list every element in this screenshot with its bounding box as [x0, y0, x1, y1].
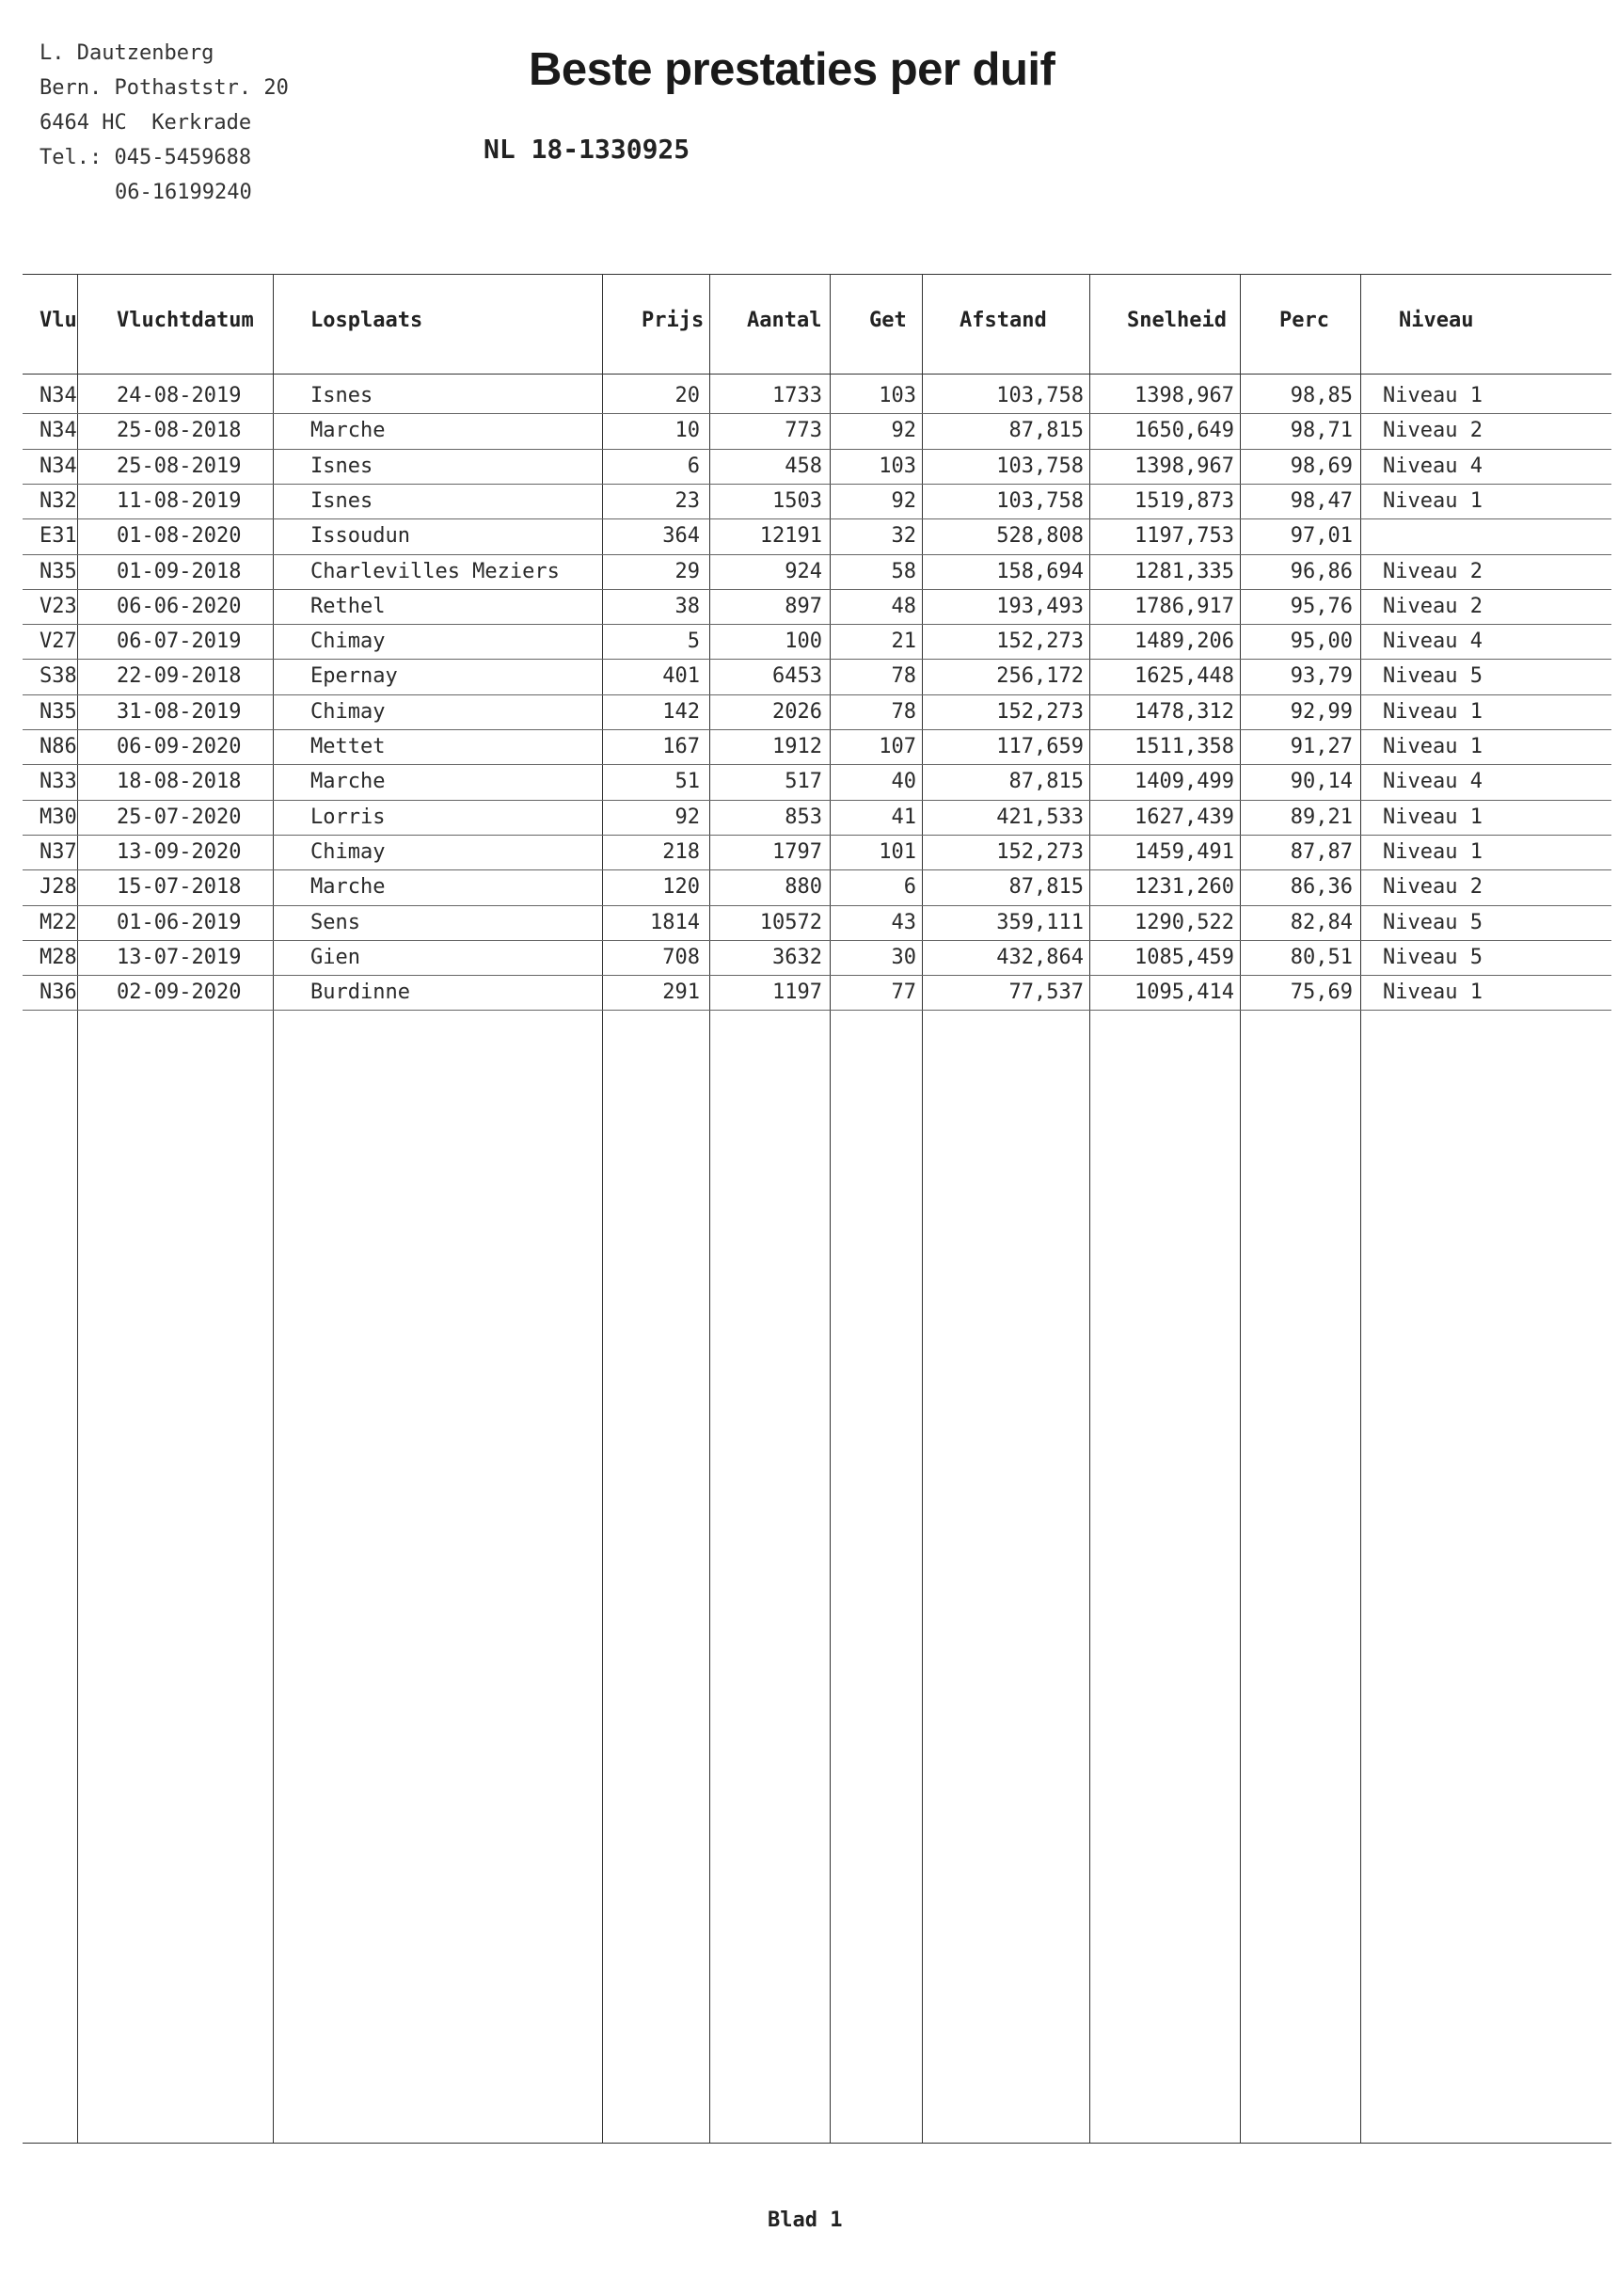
cell-perc: 95,00: [1290, 630, 1353, 654]
cell-snelheid: 1478,312: [1134, 699, 1234, 724]
cell-prijs: 120: [662, 875, 700, 900]
cell-niveau: Niveau 1: [1383, 488, 1483, 513]
cell-vlu: N33: [40, 770, 77, 794]
cell-aantal: 100: [785, 630, 822, 654]
cell-niveau: Niveau 5: [1383, 945, 1483, 969]
cell-get: 21: [891, 630, 916, 654]
cell-prijs: 5: [687, 630, 700, 654]
cell-vlu: S38: [40, 664, 77, 689]
cell-aantal: 773: [785, 419, 822, 443]
cell-get: 103: [879, 454, 916, 478]
cell-vluchtdatum: 06-09-2020: [117, 735, 242, 758]
cell-aantal: 880: [785, 875, 822, 900]
cell-vlu: M22: [40, 910, 77, 934]
cell-losplaats: Isnes: [310, 488, 373, 513]
cell-vluchtdatum: 18-08-2018: [117, 770, 242, 794]
cell-losplaats: Rethel: [310, 594, 386, 618]
column-header-snelheid: Snelheid: [1127, 309, 1227, 332]
cell-vlu: N35: [40, 699, 77, 724]
sender-phone: Tel.: 045-5459688: [40, 146, 252, 169]
cell-get: 30: [891, 945, 916, 969]
cell-snelheid: 1231,260: [1134, 875, 1234, 900]
cell-losplaats: Chimay: [310, 839, 386, 864]
cell-losplaats: Epernay: [310, 664, 398, 689]
cell-vlu: V23: [40, 594, 77, 618]
cell-get: 78: [891, 699, 916, 724]
cell-perc: 98,47: [1290, 488, 1353, 513]
cell-perc: 90,14: [1290, 770, 1353, 794]
cell-get: 6: [903, 875, 916, 900]
cell-niveau: Niveau 4: [1383, 770, 1483, 794]
cell-prijs: 167: [662, 735, 700, 758]
cell-snelheid: 1281,335: [1134, 559, 1234, 583]
cell-afstand: 432,864: [996, 945, 1084, 969]
cell-afstand: 152,273: [996, 699, 1084, 724]
table-border-line: [23, 2143, 1611, 2144]
cell-vlu: N86: [40, 735, 77, 758]
cell-afstand: 528,808: [996, 524, 1084, 549]
cell-afstand: 77,537: [1008, 981, 1084, 1005]
cell-perc: 98,85: [1290, 384, 1353, 407]
cell-prijs: 142: [662, 699, 700, 724]
cell-niveau: Niveau 1: [1383, 735, 1483, 758]
cell-vlu: M30: [40, 805, 77, 829]
cell-perc: 95,76: [1290, 594, 1353, 618]
cell-afstand: 87,815: [1008, 770, 1084, 794]
cell-aantal: 2026: [772, 699, 822, 724]
cell-vluchtdatum: 01-09-2018: [117, 559, 242, 583]
cell-niveau: Niveau 4: [1383, 630, 1483, 654]
column-header-prijs: Prijs: [642, 309, 705, 332]
cell-afstand: 256,172: [996, 664, 1084, 689]
cell-aantal: 6453: [772, 664, 822, 689]
cell-snelheid: 1409,499: [1134, 770, 1234, 794]
cell-afstand: 103,758: [996, 488, 1084, 513]
cell-aantal: 1797: [772, 839, 822, 864]
cell-get: 77: [891, 981, 916, 1005]
cell-aantal: 897: [785, 594, 822, 618]
cell-perc: 75,69: [1290, 981, 1353, 1005]
cell-prijs: 364: [662, 524, 700, 549]
cell-losplaats: Charlevilles Meziers: [310, 559, 560, 583]
sender-city: 6464 HC Kerkrade: [40, 111, 252, 135]
cell-vlu: M28: [40, 945, 77, 969]
table-border-line: [23, 374, 1611, 375]
cell-losplaats: Isnes: [310, 454, 373, 478]
cell-afstand: 103,758: [996, 384, 1084, 407]
cell-snelheid: 1489,206: [1134, 630, 1234, 654]
cell-perc: 80,51: [1290, 945, 1353, 969]
cell-aantal: 458: [785, 454, 822, 478]
cell-get: 48: [891, 594, 916, 618]
cell-snelheid: 1511,358: [1134, 735, 1234, 758]
cell-losplaats: Gien: [310, 945, 360, 969]
cell-vlu: N32: [40, 488, 77, 513]
cell-vluchtdatum: 15-07-2018: [117, 875, 242, 900]
sender-street: Bern. Pothaststr. 20: [40, 76, 289, 100]
cell-afstand: 103,758: [996, 454, 1084, 478]
cell-perc: 98,69: [1290, 454, 1353, 478]
cell-losplaats: Marche: [310, 875, 386, 900]
cell-losplaats: Sens: [310, 910, 360, 934]
cell-niveau: Niveau 5: [1383, 664, 1483, 689]
cell-aantal: 12191: [759, 524, 822, 549]
cell-niveau: Niveau 1: [1383, 805, 1483, 829]
cell-vluchtdatum: 13-09-2020: [117, 839, 242, 864]
cell-vlu: V27: [40, 630, 77, 654]
page-title: Beste prestaties per duif: [529, 44, 1055, 95]
cell-prijs: 6: [687, 454, 700, 478]
cell-prijs: 291: [662, 981, 700, 1005]
cell-perc: 89,21: [1290, 805, 1353, 829]
cell-snelheid: 1290,522: [1134, 910, 1234, 934]
cell-aantal: 924: [785, 559, 822, 583]
cell-prijs: 10: [674, 419, 700, 443]
cell-snelheid: 1650,649: [1134, 419, 1234, 443]
cell-aantal: 1503: [772, 488, 822, 513]
cell-get: 32: [891, 524, 916, 549]
column-header-get: Get: [869, 309, 907, 332]
cell-perc: 97,01: [1290, 524, 1353, 549]
cell-get: 92: [891, 488, 916, 513]
cell-perc: 93,79: [1290, 664, 1353, 689]
cell-vlu: N34: [40, 419, 77, 443]
cell-aantal: 517: [785, 770, 822, 794]
cell-prijs: 20: [674, 384, 700, 407]
table-border-line: [23, 274, 1611, 275]
sender-mobile: 06-16199240: [115, 181, 252, 204]
cell-niveau: Niveau 1: [1383, 699, 1483, 724]
cell-losplaats: Marche: [310, 770, 386, 794]
cell-prijs: 1814: [650, 910, 700, 934]
cell-losplaats: Isnes: [310, 384, 373, 407]
cell-prijs: 92: [674, 805, 700, 829]
cell-snelheid: 1398,967: [1134, 384, 1234, 407]
cell-prijs: 38: [674, 594, 700, 618]
cell-vlu: N35: [40, 559, 77, 583]
cell-vluchtdatum: 22-09-2018: [117, 664, 242, 689]
cell-snelheid: 1625,448: [1134, 664, 1234, 689]
cell-losplaats: Mettet: [310, 735, 386, 758]
cell-snelheid: 1085,459: [1134, 945, 1234, 969]
cell-niveau: [1383, 518, 1571, 553]
cell-niveau: Niveau 2: [1383, 875, 1483, 900]
cell-niveau: Niveau 1: [1383, 981, 1483, 1005]
sender-address: [40, 36, 289, 210]
cell-get: 101: [879, 839, 916, 864]
cell-get: 92: [891, 419, 916, 443]
cell-afstand: 117,659: [996, 735, 1084, 758]
column-header-niveau: Niveau: [1399, 309, 1474, 332]
sender-name: L. Dautzenberg: [40, 41, 214, 65]
cell-niveau: Niveau 5: [1383, 910, 1483, 934]
cell-losplaats: Chimay: [310, 630, 386, 654]
cell-prijs: 218: [662, 839, 700, 864]
cell-vluchtdatum: 13-07-2019: [117, 945, 242, 969]
cell-aantal: 1197: [772, 981, 822, 1005]
cell-losplaats: Marche: [310, 419, 386, 443]
cell-vluchtdatum: 31-08-2019: [117, 699, 242, 724]
cell-losplaats: Issoudun: [310, 524, 410, 549]
cell-niveau: Niveau 2: [1383, 594, 1483, 618]
column-header-perc: Perc: [1279, 309, 1329, 332]
cell-get: 41: [891, 805, 916, 829]
cell-perc: 87,87: [1290, 839, 1353, 864]
cell-niveau: Niveau 4: [1383, 454, 1483, 478]
cell-losplaats: Burdinne: [310, 981, 410, 1005]
cell-prijs: 708: [662, 945, 700, 969]
cell-niveau: Niveau 1: [1383, 384, 1483, 407]
cell-afstand: 152,273: [996, 839, 1084, 864]
cell-perc: 96,86: [1290, 559, 1353, 583]
cell-vluchtdatum: 01-06-2019: [117, 910, 242, 934]
cell-vlu: N36: [40, 981, 77, 1005]
cell-get: 40: [891, 770, 916, 794]
cell-snelheid: 1627,439: [1134, 805, 1234, 829]
cell-vluchtdatum: 01-08-2020: [117, 524, 242, 549]
cell-vluchtdatum: 02-09-2020: [117, 981, 242, 1005]
column-header-afstand: Afstand: [960, 309, 1047, 332]
cell-snelheid: 1786,917: [1134, 594, 1234, 618]
cell-get: 103: [879, 384, 916, 407]
cell-vluchtdatum: 24-08-2019: [117, 384, 242, 407]
cell-aantal: 3632: [772, 945, 822, 969]
cell-vlu: N34: [40, 454, 77, 478]
cell-niveau: Niveau 1: [1383, 839, 1483, 864]
cell-perc: 82,84: [1290, 910, 1353, 934]
cell-afstand: 87,815: [1008, 875, 1084, 900]
cell-prijs: 51: [674, 770, 700, 794]
cell-losplaats: Chimay: [310, 699, 386, 724]
cell-aantal: 853: [785, 805, 822, 829]
cell-vlu: N37: [40, 839, 77, 864]
cell-afstand: 193,493: [996, 594, 1084, 618]
cell-aantal: 1912: [772, 735, 822, 758]
cell-vluchtdatum: 25-08-2019: [117, 454, 242, 478]
cell-vlu: N34: [40, 384, 77, 407]
cell-prijs: 29: [674, 559, 700, 583]
cell-vluchtdatum: 25-08-2018: [117, 419, 242, 443]
cell-vlu: E31: [40, 524, 77, 549]
cell-vluchtdatum: 25-07-2020: [117, 805, 242, 829]
cell-snelheid: 1519,873: [1134, 488, 1234, 513]
cell-aantal: 10572: [759, 910, 822, 934]
column-header-vlu: Vlu: [40, 309, 77, 332]
cell-niveau: Niveau 2: [1383, 559, 1483, 583]
column-header-aantal: Aantal: [747, 309, 822, 332]
cell-snelheid: 1459,491: [1134, 839, 1234, 864]
cell-afstand: 87,815: [1008, 419, 1084, 443]
cell-perc: 86,36: [1290, 875, 1353, 900]
cell-prijs: 401: [662, 664, 700, 689]
ring-number: NL 18-1330925: [484, 134, 690, 165]
cell-perc: 92,99: [1290, 699, 1353, 724]
cell-afstand: 421,533: [996, 805, 1084, 829]
row-separator: [23, 1010, 1611, 1011]
cell-get: 78: [891, 664, 916, 689]
cell-vluchtdatum: 11-08-2019: [117, 488, 242, 513]
cell-vluchtdatum: 06-07-2019: [117, 630, 242, 654]
cell-perc: 91,27: [1290, 735, 1353, 758]
cell-vluchtdatum: 06-06-2020: [117, 594, 242, 618]
cell-afstand: 152,273: [996, 630, 1084, 654]
cell-afstand: 158,694: [996, 559, 1084, 583]
cell-perc: 98,71: [1290, 419, 1353, 443]
page-number: Blad 1: [768, 2208, 843, 2232]
cell-losplaats: Lorris: [310, 805, 386, 829]
cell-get: 58: [891, 559, 916, 583]
cell-afstand: 359,111: [996, 910, 1084, 934]
cell-snelheid: 1095,414: [1134, 981, 1234, 1005]
cell-prijs: 23: [674, 488, 700, 513]
cell-snelheid: 1197,753: [1134, 524, 1234, 549]
cell-get: 43: [891, 910, 916, 934]
column-header-losplaats: Losplaats: [310, 309, 423, 332]
cell-snelheid: 1398,967: [1134, 454, 1234, 478]
cell-niveau: Niveau 2: [1383, 419, 1483, 443]
cell-get: 107: [879, 735, 916, 758]
column-header-vluchtdatum: Vluchtdatum: [117, 309, 254, 332]
cell-aantal: 1733: [772, 384, 822, 407]
cell-vlu: J28: [40, 875, 77, 900]
